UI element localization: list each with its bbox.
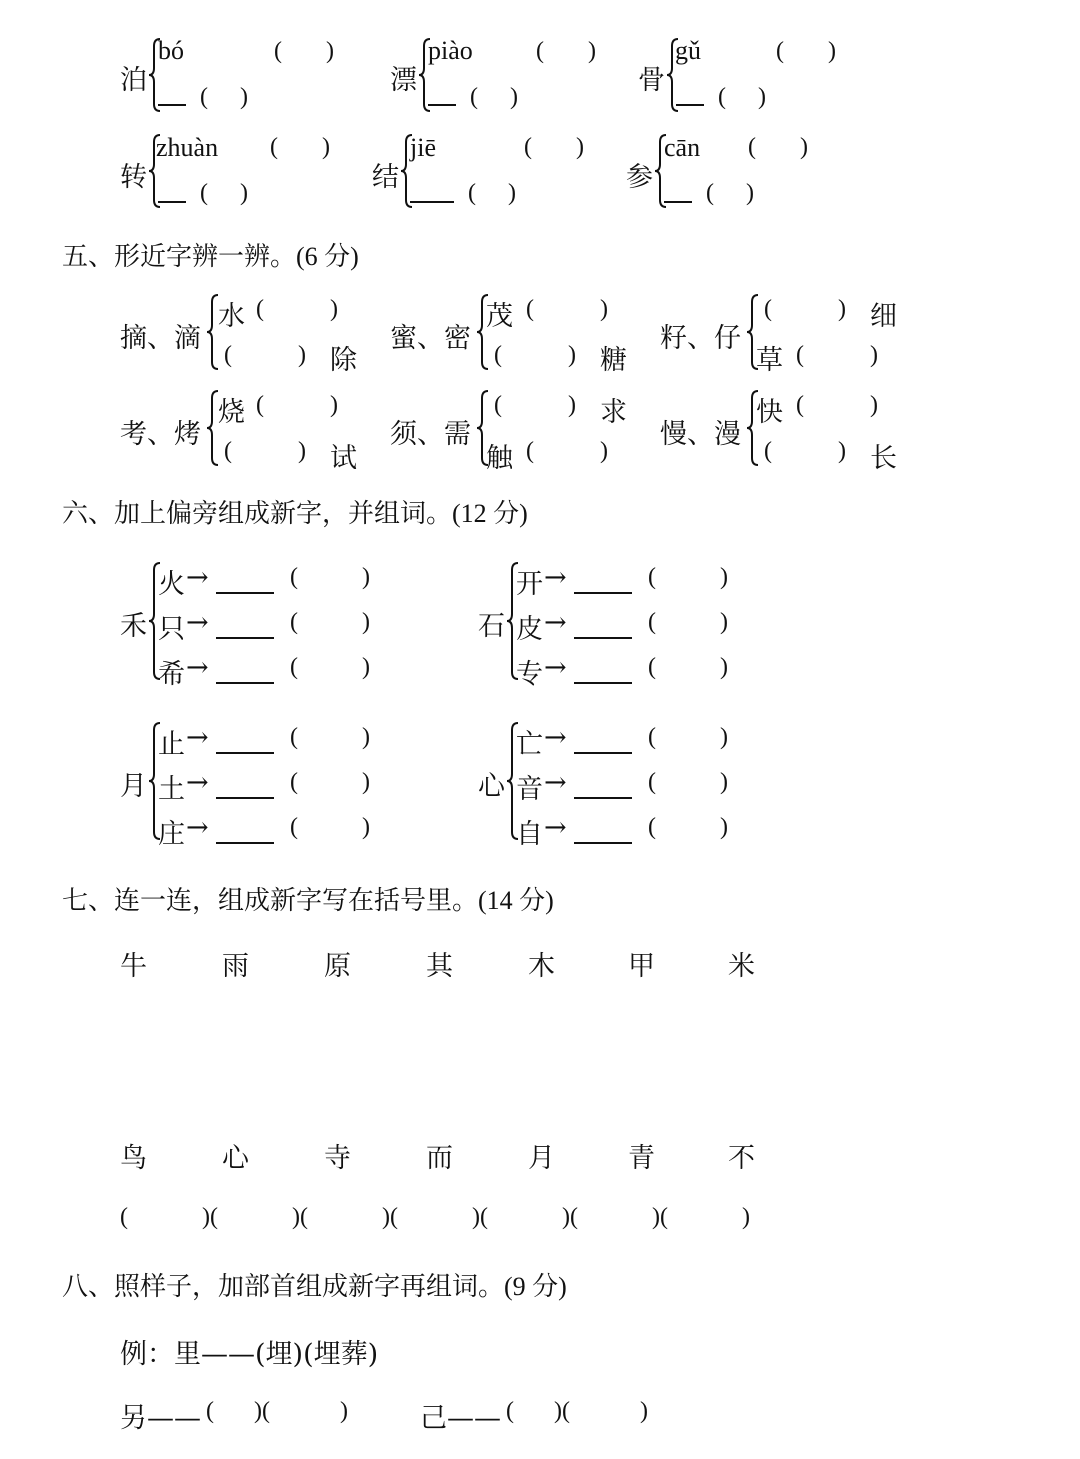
hint-word: 茂 bbox=[486, 301, 513, 332]
answer-line[interactable] bbox=[158, 201, 186, 203]
polyphone-char: 结 bbox=[372, 162, 399, 193]
answer-paren[interactable]: ( ) bbox=[256, 296, 338, 322]
polyphone-char: 漂 bbox=[390, 65, 417, 96]
char-pair: 考、烤 bbox=[120, 419, 201, 450]
hint-word: 试 bbox=[330, 443, 357, 474]
hint-word: 水 bbox=[218, 301, 245, 332]
answer-paren[interactable]: ( ) bbox=[648, 724, 728, 750]
char-pair: 籽、仔 bbox=[660, 323, 741, 354]
hint-word: 长 bbox=[870, 443, 897, 474]
answer-paren[interactable]: ( ) bbox=[748, 134, 808, 160]
answer-paren[interactable]: ( ) bbox=[526, 438, 608, 464]
component-char: 开 bbox=[516, 569, 543, 600]
answer-line[interactable] bbox=[574, 842, 632, 844]
hint-word: 草 bbox=[756, 345, 783, 376]
section-heading: 五、形近字辨一辨。(6 分) bbox=[62, 242, 359, 272]
bottom-char[interactable]: 不 bbox=[728, 1143, 755, 1174]
component-char: 只 bbox=[158, 614, 185, 645]
component-char: 土 bbox=[158, 774, 185, 805]
answer-paren[interactable]: ( ) bbox=[764, 438, 846, 464]
answer-line[interactable] bbox=[158, 104, 186, 106]
answer-paren[interactable]: ( ) bbox=[200, 84, 248, 110]
arrow-icon: → bbox=[544, 607, 567, 638]
bottom-char[interactable]: 心 bbox=[222, 1143, 249, 1174]
answer-line[interactable] bbox=[216, 797, 274, 799]
pinyin-label: zhuàn bbox=[156, 133, 219, 162]
hint-word: 快 bbox=[756, 397, 783, 428]
answer-line[interactable] bbox=[574, 637, 632, 639]
answer-paren[interactable]: ( ) bbox=[648, 609, 728, 635]
answer-paren[interactable]: ( )( ) bbox=[506, 1398, 648, 1424]
component-char: 音 bbox=[516, 774, 543, 805]
char-pair: 慢、漫 bbox=[660, 419, 741, 450]
polyphone-char: 转 bbox=[120, 162, 147, 193]
arrow-icon: → bbox=[186, 767, 209, 798]
question-root: 另—— bbox=[120, 1403, 201, 1434]
answer-paren[interactable]: ( ) bbox=[290, 769, 370, 795]
answer-paren[interactable]: ( ) bbox=[648, 814, 728, 840]
answer-line[interactable] bbox=[216, 682, 274, 684]
answer-paren[interactable]: ( ) bbox=[290, 564, 370, 590]
top-char[interactable]: 木 bbox=[528, 951, 555, 982]
char-pair: 摘、滴 bbox=[120, 323, 201, 354]
answer-paren[interactable]: ( ) bbox=[796, 342, 878, 368]
polyphone-char: 骨 bbox=[638, 65, 665, 96]
answer-paren[interactable]: ( ) bbox=[256, 392, 338, 418]
top-char[interactable]: 雨 bbox=[222, 951, 249, 982]
pinyin-label: jiē bbox=[410, 133, 436, 162]
hint-word: 触 bbox=[486, 443, 513, 474]
hint-word: 糖 bbox=[600, 345, 627, 376]
arrow-icon: → bbox=[544, 722, 567, 753]
hint-word: 求 bbox=[600, 397, 627, 428]
arrow-icon: → bbox=[544, 652, 567, 683]
answer-paren[interactable]: ( ) bbox=[648, 769, 728, 795]
answer-paren[interactable]: ( ) bbox=[290, 814, 370, 840]
answer-paren[interactable]: ( ) bbox=[290, 654, 370, 680]
component-char: 皮 bbox=[516, 614, 543, 645]
component-char: 自 bbox=[516, 819, 543, 850]
answer-line[interactable] bbox=[574, 797, 632, 799]
component-char: 庄 bbox=[158, 819, 185, 850]
answer-paren[interactable]: ( ) bbox=[648, 654, 728, 680]
arrow-icon: → bbox=[544, 812, 567, 843]
answer-line[interactable] bbox=[216, 752, 274, 754]
answer-line[interactable] bbox=[664, 201, 692, 203]
answer-paren[interactable]: ( ) bbox=[290, 724, 370, 750]
component-char: 火 bbox=[158, 569, 185, 600]
arrow-icon: → bbox=[544, 562, 567, 593]
bottom-char[interactable]: 而 bbox=[426, 1143, 453, 1174]
answer-paren-row[interactable]: ( )( )( )( )( )( )( ) bbox=[120, 1204, 750, 1230]
answer-paren[interactable]: ( ) bbox=[706, 180, 754, 206]
answer-paren[interactable]: ( ) bbox=[468, 180, 516, 206]
answer-paren[interactable]: ( ) bbox=[290, 609, 370, 635]
arrow-icon: → bbox=[186, 607, 209, 638]
example-line: 例：里——(埋)(埋葬) bbox=[120, 1339, 379, 1370]
char-pair: 须、需 bbox=[390, 419, 471, 450]
bottom-char[interactable]: 寺 bbox=[324, 1143, 351, 1174]
answer-line[interactable] bbox=[428, 104, 456, 106]
answer-line[interactable] bbox=[410, 201, 454, 203]
answer-paren[interactable]: ( ) bbox=[526, 296, 608, 322]
component-char: 希 bbox=[158, 659, 185, 690]
answer-paren[interactable]: ( ) bbox=[224, 342, 306, 368]
pinyin-label: bó bbox=[158, 36, 184, 65]
arrow-icon: → bbox=[186, 652, 209, 683]
bottom-char[interactable]: 青 bbox=[628, 1143, 655, 1174]
answer-paren[interactable]: ( ) bbox=[796, 392, 878, 418]
answer-line[interactable] bbox=[574, 682, 632, 684]
arrow-icon: → bbox=[186, 722, 209, 753]
answer-paren[interactable]: ( ) bbox=[200, 180, 248, 206]
root-char: 石 bbox=[478, 611, 505, 642]
answer-line[interactable] bbox=[676, 104, 704, 106]
answer-line[interactable] bbox=[574, 592, 632, 594]
answer-line[interactable] bbox=[216, 637, 274, 639]
char-pair: 蜜、密 bbox=[390, 323, 471, 354]
answer-paren[interactable]: ( ) bbox=[494, 392, 576, 418]
root-char: 心 bbox=[478, 771, 505, 802]
root-char: 禾 bbox=[120, 611, 147, 642]
answer-paren[interactable]: ( ) bbox=[224, 438, 306, 464]
component-char: 专 bbox=[516, 659, 543, 690]
hint-word: 烧 bbox=[218, 397, 245, 428]
hint-word: 细 bbox=[870, 301, 897, 332]
top-char[interactable]: 牛 bbox=[120, 951, 147, 982]
answer-paren[interactable]: ( ) bbox=[524, 134, 584, 160]
component-char: 止 bbox=[158, 729, 185, 760]
answer-paren[interactable]: ( ) bbox=[648, 564, 728, 590]
arrow-icon: → bbox=[544, 767, 567, 798]
root-char: 月 bbox=[120, 771, 147, 802]
section-heading: 六、加上偏旁组成新字，并组词。(12 分) bbox=[62, 499, 528, 529]
polyphone-char: 参 bbox=[626, 162, 653, 193]
component-char: 亡 bbox=[516, 729, 543, 760]
pinyin-label: cān bbox=[664, 133, 701, 162]
answer-line[interactable] bbox=[574, 752, 632, 754]
answer-paren[interactable]: ( ) bbox=[494, 342, 576, 368]
answer-line[interactable] bbox=[216, 842, 274, 844]
section-heading: 八、照样子，加部首组成新字再组词。(9 分) bbox=[62, 1272, 567, 1302]
answer-paren[interactable]: ( ) bbox=[536, 38, 596, 64]
bottom-char[interactable]: 月 bbox=[528, 1143, 555, 1174]
answer-paren[interactable]: ( ) bbox=[764, 296, 846, 322]
top-char[interactable]: 米 bbox=[728, 951, 755, 982]
answer-paren[interactable]: ( ) bbox=[270, 134, 330, 160]
section-heading: 七、连一连，组成新字写在括号里。(14 分) bbox=[62, 886, 554, 916]
answer-paren[interactable]: ( ) bbox=[470, 84, 518, 110]
pinyin-label: piào bbox=[428, 36, 473, 65]
question-root: 己—— bbox=[420, 1403, 501, 1434]
top-char[interactable]: 甲 bbox=[628, 951, 655, 982]
answer-paren[interactable]: ( ) bbox=[274, 38, 334, 64]
top-char[interactable]: 原 bbox=[324, 951, 351, 982]
answer-line[interactable] bbox=[216, 592, 274, 594]
pinyin-label: gǔ bbox=[675, 36, 701, 65]
polyphone-char: 泊 bbox=[120, 65, 147, 96]
answer-paren[interactable]: ( )( ) bbox=[206, 1398, 348, 1424]
bottom-char[interactable]: 鸟 bbox=[120, 1143, 147, 1174]
answer-paren[interactable]: ( ) bbox=[718, 84, 766, 110]
answer-paren[interactable]: ( ) bbox=[776, 38, 836, 64]
top-char[interactable]: 其 bbox=[426, 951, 453, 982]
arrow-icon: → bbox=[186, 562, 209, 593]
hint-word: 除 bbox=[330, 345, 357, 376]
arrow-icon: → bbox=[186, 812, 209, 843]
